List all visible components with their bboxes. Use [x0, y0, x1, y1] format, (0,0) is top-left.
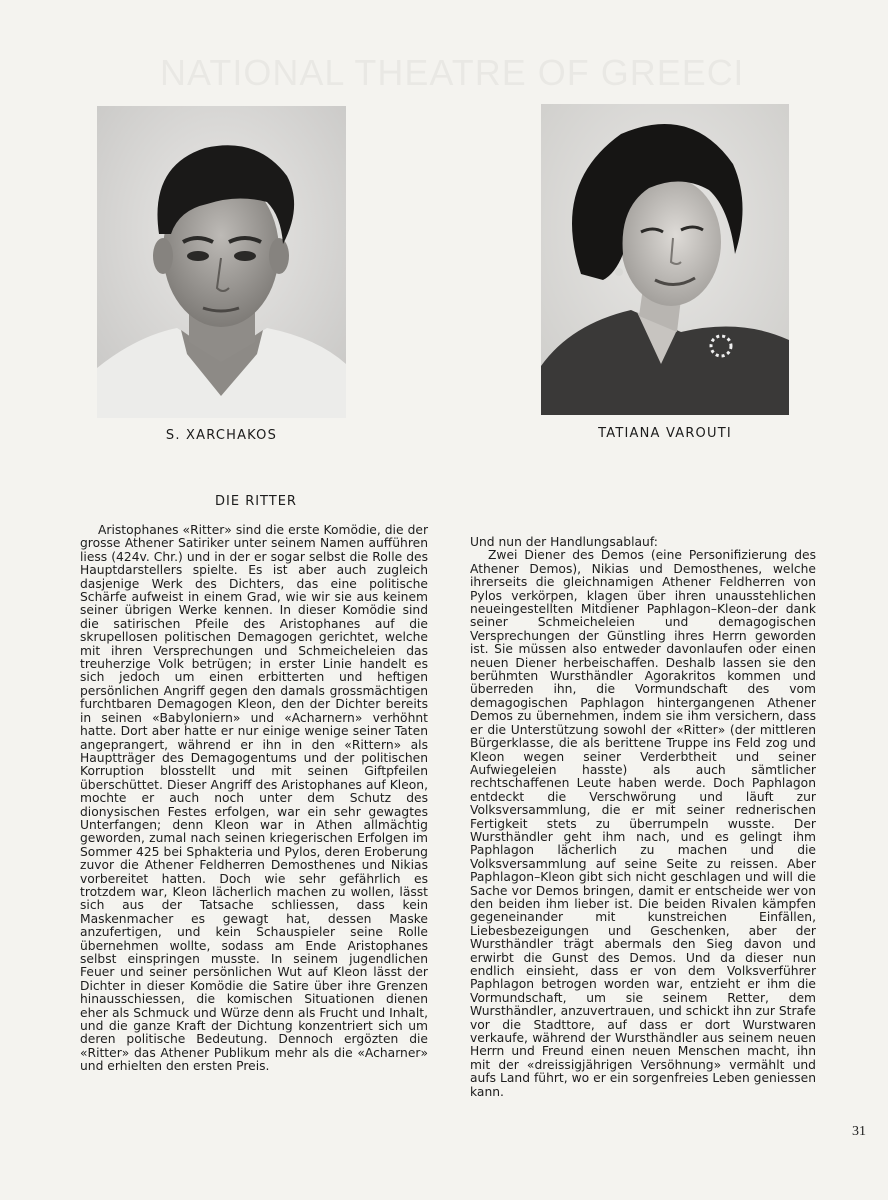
faded-header-title [160, 52, 740, 94]
portrait-photo-xarchakos [97, 106, 346, 418]
article-right-column [470, 536, 816, 1099]
photo-caption-left: S. XARCHAKOS [165, 428, 278, 443]
article-paragraph: Zwei Diener des Demos (eine Personifizierung des Athener Demos), Nikias und Demosthenes, welche ihrerseits die gleichnamigen Athener Feldherren von Pylos verkörpen, klagen über ihren unausstehlichen neueingestellten Mitdiener Paphlagon–Kleon–der dank seiner Schmeicheleien und demagogischen Versprechungen der Günstling ihres Herrn geworden ist. Sie müssen also entweder davonlaufen oder einen neuen Diener herbeischaffen. Deshalb lassen sie den berühmten Wursthändler Agorakritos kommen und überreden ihn, die Vormundschaft des vom demagogischen Paphlagon hintergangenen Athener Demos zu übernehmen, indem sie ihm versichern, dass er die Unterstützung sowohl der «Ritter» (der mittleren Bürgerklasse, die als berittene Truppe ins Feld zog und Kleon wegen seiner Verderbtheit und seiner Aufwiegeleien hasste) als auch sämtlicher rechtschaffenen Leute haben werde. Doch Paphlagon entdeckt die Verschwörung und läuft zur Volksversammlung, die er mit seiner rednerischen Fertigkeit stets zu überrumpeln wusste. Der Wursthändler geht ihm nach, und es gelingt ihm Paphlagon lächerlich zu machen und die Volksversammlung auf seine Seite zu reissen. Aber Paphlagon–Kleon gibt sich nicht geschlagen und will die Sache vor Demos bringen, damit er entscheide wer von den beiden ihm lieber ist. Die beiden Rivalen kämpfen gegeneinander mit kunstreichen Einfällen, Liebesbezeigungen und Geschenken, aber der Wursthändler trägt abermals den Sieg davon und erwirbt die Gunst des Demos. Und da dieser nun endlich einsieht, dass er von dem Volksverführer Paphlagon betrogen worden war, entzieht er ihm die Vormundschaft, um sie seinem Retter, dem Wursthändler, anzuvertrauen, und schickt ihn zur Strafe vor die Stadttore, auf dass er dort Wurstwaren verkaufe, während der Wursthändler aus seinem neuen Herrn und Freund einen neuen Menschen macht, ihn mit der «dreissigjährigen Versöhnung» vermählt und aufs Land führt, wo er ein sorgenfreies Leben geniessen kann. [470, 548, 816, 1099]
article-title: DIE RITTER [215, 494, 297, 509]
article-paragraph: Aristophanes «Ritter» sind die erste Komödie, die der grosse Athener Satiriker unter seinem Namen aufführen liess (424v. Chr.) und in der er sogar selbst die Rolle des Hauptdarstellers spielte. Es ist aber auch zugleich dasjenige Werk des Dichters, das eine politische Schärfe aufweist in einem Grad, wie wir sie aus keinem seiner übrigen Werke kennen. In dieser Komödie sind die satirischen Pfeile des Aristophanes auf die skrupellosen politischen Demagogen gerichtet, welche mit ihren Versprechungen und Schmeicheleien das treuherzige Volk betrügen; in erster Linie handelt es sich jedoch um einen erbitterten und heftigen persönlichen Angriff gegen den damals grossmächtigen furchtbaren Demagogen Kleon, den der Dichter bereits in seinen «Babyloniern» und «Acharnern» verhöhnt hatte. Dort aber hatte er nur einige wenige seiner Taten angeprangert, während er ihn in den «Rittern» als Hauptträger des Demagogentums und der politischen Korruption blosstellt und mit seinen Giftpfeilen überschüttet. Dieser Angriff des Aristophanes auf Kleon, mochte er auch noch unter dem Schutz des dionysischen Festes erfolgen, war ein sehr gewagtes Unterfangen; denn Kleon war in Athen allmächtig geworden, zumal nach seinen kriegerischen Erfolgen im Sommer 425 bei Sphakteria und Pylos, deren Eroberung zuvor die Athener Feldherren Demosthenes und Nikias vorbereitet hatten. Doch wie sehr gefährlich es trotzdem war, Kleon lächerlich machen zu wollen, lässt sich aus der Tatsache schliessen, dass kein Maskenmacher es gewagt hat, dessen Maske anzufertigen, und kein Schauspieler seine Rolle übernehmen wollte, sodass am Ende Aristophanes selbst einspringen musste. In seinem jugendlichen Feuer und seiner persönlichen Wut auf Kleon lässt der Dichter in dieser Komödie die Satire über ihre Grenzen hinausschiessen, die komischen Situationen dienen eher als Schmuck und Würze denn als Frucht und Inhalt, und die ganze Kraft der Dichtung konzentriert sich um deren politische Bedeutung. Dennoch ergözten die «Ritter» das Athener Publikum mehr als die «Acharner» und erhielten den ersten Preis. [80, 523, 428, 1074]
article-left-column [80, 524, 428, 1074]
article-paragraph: Und nun der Handlungsablauf: [470, 535, 658, 549]
page-number: 31 [852, 1124, 866, 1139]
photo-caption-right: TATIANA VAROUTI [598, 426, 732, 441]
portrait-photo-varouti [541, 104, 789, 415]
